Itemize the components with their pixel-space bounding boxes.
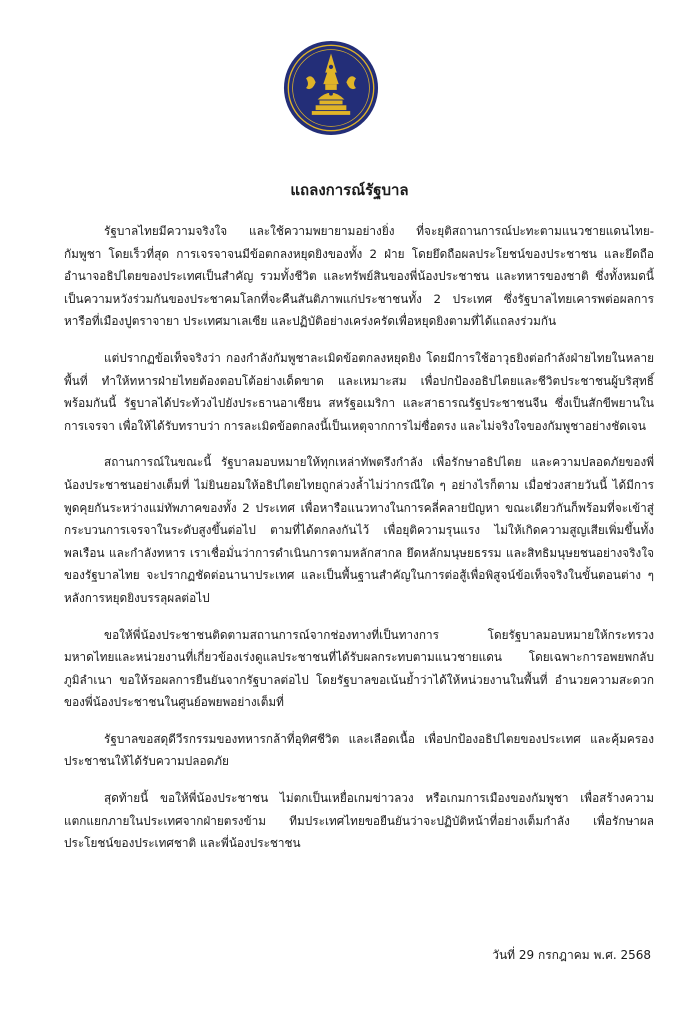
document-title: แถลงการณ์รัฐบาล (290, 181, 409, 199)
government-seal-icon (283, 40, 379, 136)
paragraph: สถานการณ์ในขณะนี้ รัฐบาลมอบหมายให้ทุกเหล่าทัพตรึงกำลัง เพื่อรักษาอธิปไตย และความปลอดภัยของพี่น้องประชาชนอย่างเต็มที่ ไม่ยินยอมให้อธิปไตยไทยถูกล่วงล้ำไม่ว่ากรณีใด ๆ อย่างไรก็ตาม เมื่อช่วงสายวันนี้ ได้มีการพูดคุยกันระหว่างแม่ทัพภาคของทั้ง 2 ประเทศ เพื่อหารือแนวทางในการคลี่คลายปัญหา ขณะเดียวกันก็พร้อมที่จะเข้าสู่กระบวนการเจรจาในระดับสูงขึ้นต่อไป ตามที่ได้ตกลงกันไว้ เพื่อยุติความรุนแรง ไม่ให้เกิดความสูญเสียเพิ่มขึ้นทั้งพลเรือน และกำลังทหาร เราเชื่อมั่นว่าการดำเนินการตามหลักสากล ยึดหลักมนุษยธรรม และสิทธิมนุษยชนอย่างจริงใจของรัฐบาลไทย จะปรากฏชัดต่อนานาประเทศ และเป็นพื้นฐานสำคัญในการต่อสู้เพื่อพิสูจน์ข้อเท็จจริงในขั้นตอนต่าง ๆ หลังการหยุดยิงบรรลุผลต่อไป (64, 455, 654, 605)
paragraph: สุดท้ายนี้ ขอให้พี่น้องประชาชน ไม่ตกเป็นเหยื่อเกมข่าวลวง หรือเกมการเมืองของกัมพูชา เพื่อสร้างความแตกแยกภายในประเทศจากฝ่ายตรงข้าม ทีมประเทศไทยขอยืนยันว่าจะปฏิบัติหน้าที่อย่างเต็มกำลัง เพื่อรักษาผลประโยชน์ของประเทศชาติ และพี่น้องประชาชน (64, 791, 654, 851)
paragraph: แต่ปรากฏข้อเท็จจริงว่า กองกำลังกัมพูชาละเมิดข้อตกลงหยุดยิง โดยมีการใช้อาวุธยิงต่อกำลังฝ่ายไทยในหลายพื้นที่ ทำให้ทหารฝ่ายไทยต้องตอบโต้อย่างเด็ดขาด และเหมาะสม เพื่อปกป้องอธิปไตยและชีวิตประชาชนผู้บริสุทธิ์ พร้อมกันนี้ รัฐบาลได้ประท้วงไปยังประธานอาเซียน สหรัฐอเมริกา และสาธารณรัฐประชาชนจีน ซึ่งเป็นสักขีพยานในการเจรจา เพื่อให้ได้รับทราบว่า การละเมิดข้อตกลงนี้เป็นเหตุจากการไม่ซื่อตรง และไม่จริงใจของกัมพูชาอย่างชัดเจน (64, 350, 654, 433)
paragraph: รัฐบาลไทยมีความจริงใจ และใช้ความพยายามอย่างยิ่ง ที่จะยุติสถานการณ์ปะทะตามแนวชายแดนไทย-กัมพูชา โดยเร็วที่สุด การเจรจาจนมีข้อตกลงหยุดยิงของทั้ง 2 ฝ่าย โดยยึดถือผลประโยชน์ของประชาชน และยึดถืออำนาจอธิปไตยของประเทศเป็นสำคัญ รวมทั้งชีวิต และทรัพย์สินของพี่น้องประชาชน และทหารของชาติ ซึ่งทั้งหมดนี้เป็นความหวังร่วมกันของประชาคมโลกที่จะคืนสันติภาพแก่ประชาชนทั้ง 2 ประเทศ ซึ่งรัฐบาลไทยเคารพต่อผลการหารือที่เมืองปูตราจายา ประเทศมาเลเซีย และปฏิบัติอย่างเคร่งครัดเพื่อหยุดยิงตามที่ได้แถลงร่วมกัน (64, 224, 654, 329)
paragraph: รัฐบาลขอสดุดีวีรกรรมของทหารกล้าที่อุทิศชีวิต และเลือดเนื้อ เพื่อปกป้องอธิปไตยของประเทศ และคุ้มครองประชาชนให้ได้รับความปลอดภัย (64, 731, 654, 769)
document-date: วันที่ 29 กรกฎาคม พ.ศ. 2568 (492, 948, 651, 962)
document-body (64, 220, 654, 869)
paragraph: ขอให้พี่น้องประชาชนติดตามสถานการณ์จากช่องทางที่เป็นทางการ โดยรัฐบาลมอบหมายให้กระทรวงมหาดไทยและหน่วยงานที่เกี่ยวข้องเร่งดูแลประชาชนที่ได้รับผลกระทบตามแนวชายแดน โดยเฉพาะการอพยพกลับภูมิลำเนา ขอให้รอผลการยืนยันจากรัฐบาลต่อไป โดยรัฐบาลขอเน้นย้ำว่าได้ให้หน่วยงานในพื้นที่ อำนวยความสะดวกของพี่น้องประชาชนในศูนย์อพยพอย่างเต็มที่ (64, 627, 654, 710)
